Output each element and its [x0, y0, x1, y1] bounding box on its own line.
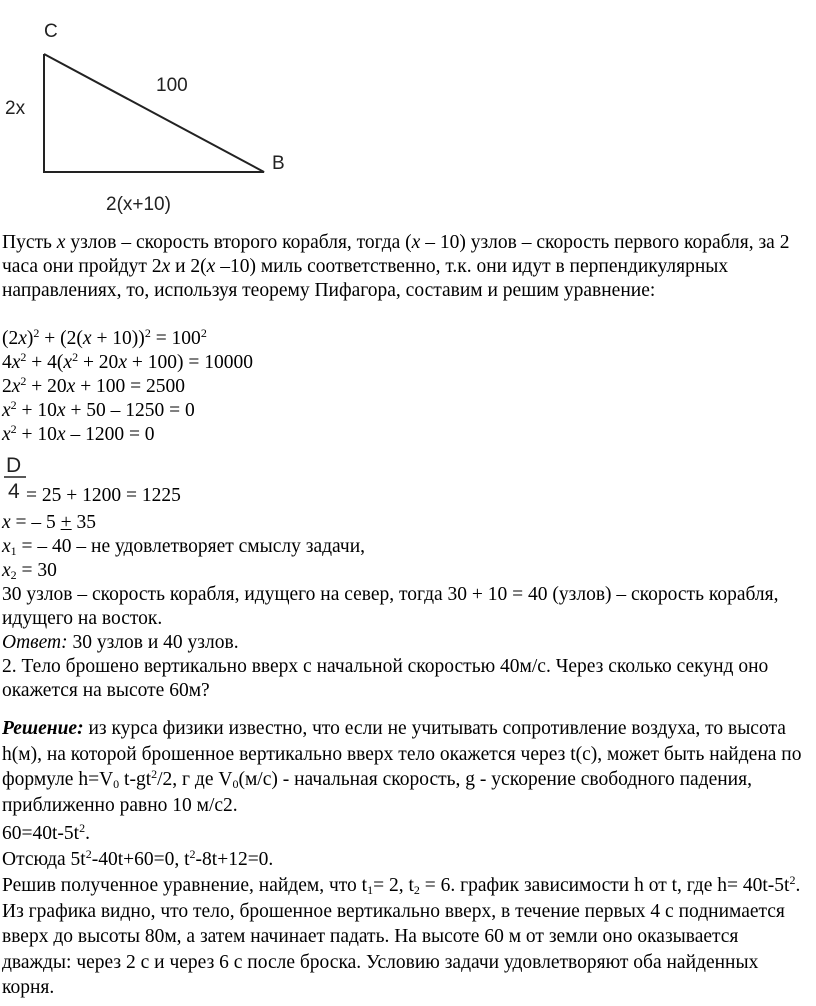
triangle-outline	[44, 54, 264, 172]
problem2-statement: 2. Тело брошено вертикально вверх с начальной скоростью 40м/с. Через сколько секунд оно окажется на высоте 60м?	[2, 656, 769, 701]
speed-conclusion: 30 узлов – скорость корабля, идущего на север, тогда 30 + 10 = 40 (узлов) – скорость корабля, идущего на восток.	[2, 584, 779, 629]
discriminant-line: = 25 + 1200 = 1225	[26, 485, 181, 506]
fraction-numerator: D	[6, 454, 22, 477]
vertical-side-label: 2x	[5, 98, 26, 119]
vertex-c-label: C	[44, 21, 58, 42]
d-over-4-fraction	[2, 452, 28, 502]
equation2-line-2: Отсюда $5t^2-40t+60=0$, $t^2-8t+12=0$.	[2, 847, 274, 870]
equation2-line-1: $60=40t-5t^2$.	[2, 821, 90, 844]
hypotenuse-label: 100	[156, 75, 188, 96]
vertex-b-label: B	[272, 153, 285, 174]
fraction-denominator: 4	[8, 480, 20, 502]
solution-label: Решение:	[2, 718, 84, 739]
answer-line: Ответ: 30 узлов и 40 узлов.	[2, 632, 239, 653]
problem1-statement: Пусть x узлов – скорость второго корабля, тогда (x – 10) узлов – скорость первого корабля, за 2 часа они пройдут 2x и 2(x –10) миль соответственно, т.к. они идут в перпендикулярных направлениях, то, используя теорему Пифагора, составим и решим уравнение:	[2, 232, 790, 301]
equation-line-5: $x^2 + 10x - 1200 = 0$	[2, 422, 155, 445]
answer-label: Ответ:	[2, 632, 68, 653]
horizontal-side-label: 2(x+10)	[106, 194, 171, 215]
solution-paragraph: Решение: из курса физики известно, что если не учитывать сопротивление воздуха, то высота h(м), на которой брошенное вертикально вверх тело окажется через t(с), может быть найдена по формуле $h=V_0$ $t-gt^2/2$, г де $V_0(м/с)$ - начальная скорость, g - ускорение свободного падения, приближенно равно 10 м/с2.	[2, 718, 802, 816]
equation-line-1: $(2x)^2 + (2(x + 10))^2 = 100^2$	[2, 326, 207, 349]
final-paragraph: Решив полученное уравнение, найдем, что $t_1= 2$, $t_2 = 6$. график зависимости h от t, где $h= 40t-5t^2$. Из графика видно, что тело, брошенное вертикально вверх, в течение первых 4 с поднимается вверх до высоты 80м, а затем начинает падать. На высоте 60 м от земли оно оказывается дважды: через 2 с и через 6 с после броска. Условию задачи удовлетворяют оба найденных корня.	[2, 873, 801, 998]
equation-line-2: $4x^2 + 4(x^2 + 20x + 100) = 10000$	[2, 350, 253, 373]
equation-line-3: $2x^2 + 20x + 100 = 2500$	[2, 374, 186, 397]
right-triangle-figure	[0, 0, 300, 225]
equation-line-4: $x^2 + 10x + 50 - 1250 = 0$	[2, 398, 195, 421]
roots-line: x = – 5 + 35	[2, 512, 97, 533]
root-x2-line: $x_2 = 30$	[2, 560, 57, 582]
root-x1-line: $x_1$ = – 40 – не удовлетворяет смыслу задачи,	[2, 536, 366, 558]
